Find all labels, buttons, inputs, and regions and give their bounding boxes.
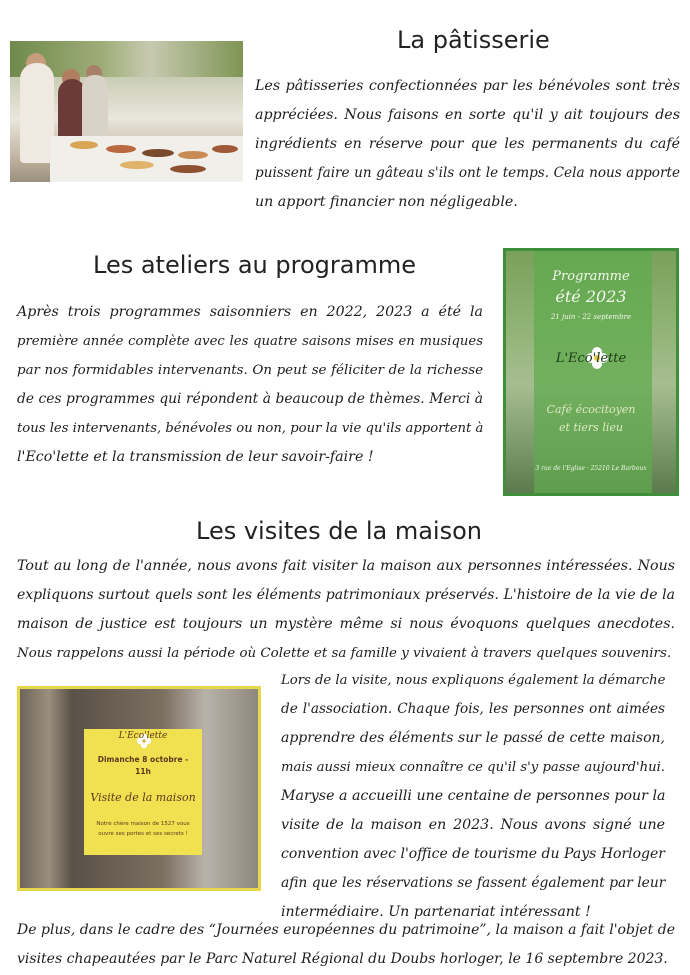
text-line: appréciées. Nous faisons en sorte qu'il y ait toujours des [255, 107, 680, 123]
text-line: tous les intervenants, bénévoles ou non, pour la vie qu'ils apportent à [17, 421, 484, 436]
text-line: De plus, dans le cadre des “Journées européennes du patrimoine”, la maison a fait l'objet de [17, 922, 675, 938]
visites-title: Les visites de la maison [196, 517, 482, 545]
text-line: apprendre des éléments sur le passé de cette maison, [281, 730, 665, 746]
text-line: visite de la maison en 2023. Nous avons signé une [281, 817, 665, 833]
poster-line1: Programme [552, 269, 630, 284]
ateliers-text [17, 298, 483, 472]
visites-outro-text [17, 916, 675, 974]
text-line: Tout au long de l'année, nous avons fait visiter la maison aux personnes intéressées. Nous [17, 558, 675, 574]
text-line: première année complète avec les quatre saisons mises en musiques [17, 334, 483, 349]
text-line: afin que les réservations se fassent également par leur [281, 875, 666, 891]
patisserie-text [255, 72, 680, 217]
house-poster-brand: L'Eco'lette [118, 731, 168, 741]
text-line: maison de justice est toujours un mystère même si nous évoquons quelques anecdotes. [17, 616, 675, 632]
poster-address: 3 rue de l'Eglise · 25210 Le Barboux [535, 465, 647, 472]
house-poster-sub2: ouvre ses portes et ses secrets ! [98, 831, 188, 837]
text-line: Après trois programmes saisonniers en 2022, 2023 a été la [17, 304, 483, 320]
visites-intro-text [17, 552, 675, 668]
house-visit-poster [17, 686, 261, 891]
text-line: de l'association. Chaque fois, les personnes ont aimées [281, 701, 665, 717]
text-line: intermédiaire. Un partenariat intéressant ! [281, 904, 591, 920]
text-line: puissent faire un gâteau s'ils ont le temps. Cela nous apporte [255, 165, 680, 181]
house-poster-date: Dimanche 8 octobre - [97, 755, 189, 764]
poster-tagline1: Café écocitoyen [546, 403, 636, 416]
ateliers-title: Les ateliers au programme [93, 251, 416, 279]
poster-tagline2: et tiers lieu [559, 421, 623, 434]
text-line: expliquons surtout quels sont les éléments patrimoniaux préservés. L'histoire de la vie de la [17, 587, 675, 603]
pastry-stand-photo [10, 41, 243, 182]
text-line: de ces programmes qui répondent à beaucoup de thèmes. Merci à [17, 391, 483, 407]
house-poster-sub1: Notre chère maison de 1527 vous [96, 821, 190, 827]
text-line: visites chapeautées par le Parc Naturel Régional du Doubs horloger, le 16 septembre 2023. [17, 951, 668, 967]
text-line: un apport financier non négligeable. [255, 194, 518, 210]
text-line: l'Eco'lette et la transmission de leur savoir-faire ! [17, 449, 374, 465]
text-line: mais aussi mieux connaître ce qu'il s'y passe aujourd'hui. [281, 760, 665, 775]
poster-line2: été 2023 [555, 287, 627, 306]
text-line: Les pâtisseries confectionnées par les bénévoles sont très [255, 78, 680, 94]
text-line: par nos formidables intervenants. On peut se féliciter de la richesse [17, 363, 483, 378]
house-poster-time: 11h [135, 767, 151, 776]
text-line: ingrédients en réserve pour que les permanents du café [255, 136, 680, 152]
text-line: Maryse a accueilli une centaine de personnes pour la [281, 788, 666, 804]
poster-dates: 21 juin - 22 septembre [550, 313, 632, 321]
text-line: Lors de la visite, nous expliquons également la démarche [281, 673, 666, 688]
poster-brand: L'Eco'lette [555, 351, 627, 366]
patisserie-title: La pâtisserie [397, 26, 550, 54]
text-line: Nous rappelons aussi la période où Colette et sa famille y vivaient à travers quelques souvenirs. [17, 646, 672, 661]
text-line: convention avec l'office de tourisme du Pays Horloger [281, 846, 665, 862]
summer-program-poster [503, 248, 679, 496]
visites-side-text [281, 666, 665, 927]
house-poster-title: Visite de la maison [90, 791, 196, 804]
